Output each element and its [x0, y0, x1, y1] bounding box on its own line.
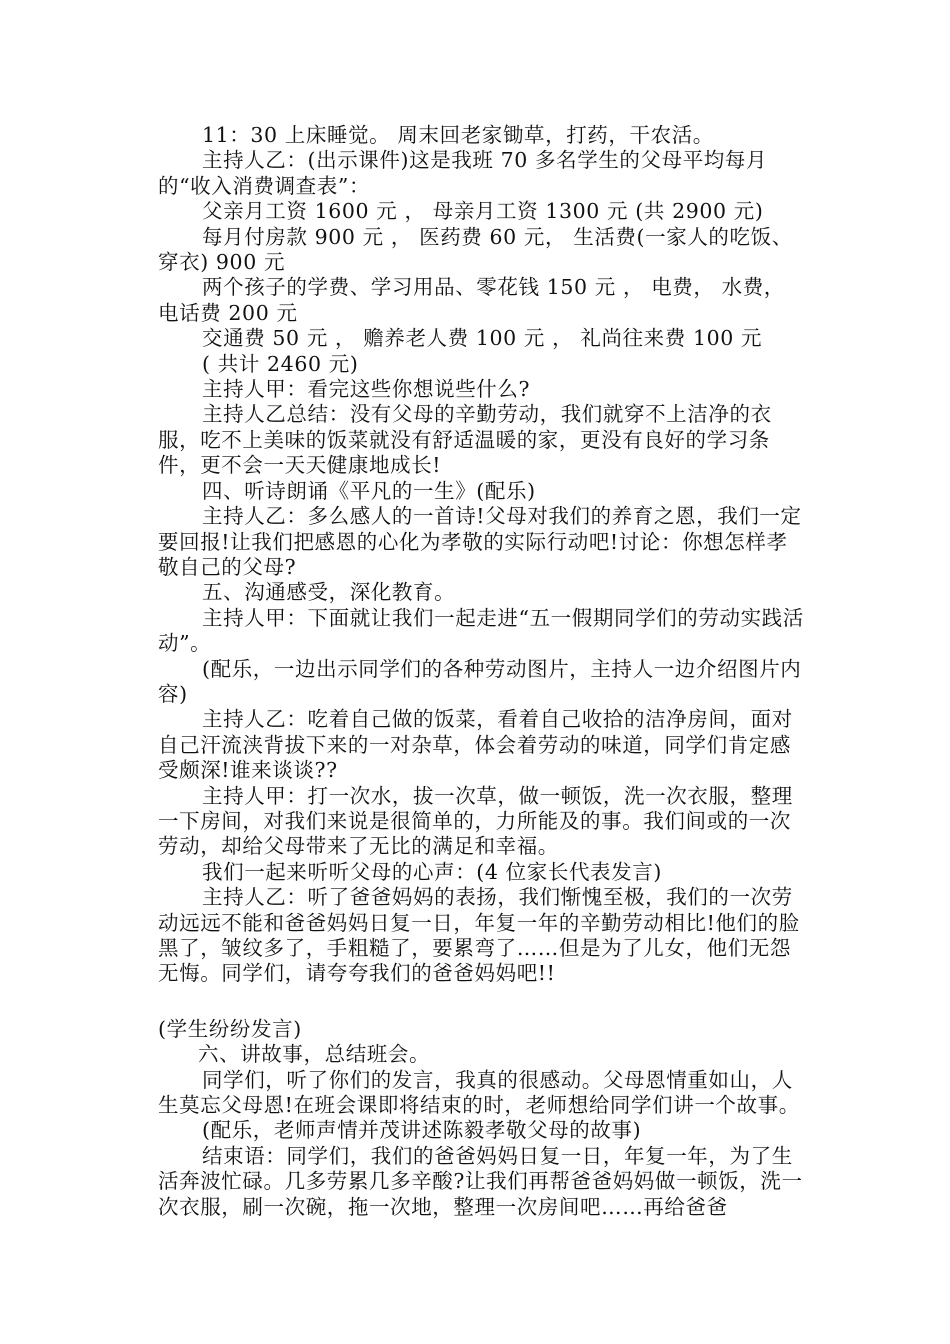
paragraph-story-music: (配乐，老师声情并茂讲述陈毅孝敬父母的故事): [202, 1118, 642, 1143]
section-heading-communication: 五、沟通感受，深化教育。: [202, 580, 456, 605]
paragraph-music-pictures: (配乐，一边出示同学们的各种劳动图片，主持人一边介绍图片内容): [158, 656, 802, 706]
paragraph-host-b-summary: 主持人乙总结：没有父母的辛勤劳动，我们就穿不上洁净的衣服，吃不上美味的饭菜就没有舒适温暖的家，更没有良好的学习条件，更不会一天天健康地成长!: [158, 402, 772, 478]
paragraph-expenses-3: 交通费 50 元 ， 赡养老人费 100 元 ， 礼尚往来费 100 元: [202, 326, 763, 351]
paragraph-host-b-survey: 主持人乙：(出示课件)这是我班 70 多名学生的父母平均每月的“收入消费调查表”：: [158, 148, 768, 198]
paragraph-host-b-praise: 主持人乙：听了爸爸妈妈的表扬，我们惭愧至极，我们的一次劳动远远不能和爸爸妈妈日复一日，年复一年的辛勤劳动相比!他们的脸黑了，皱纹多了，手粗糙了，要累弯了……但是为了儿女，他们无怨无悔。同学们，请夸夸我们的爸爸妈妈吧!!: [158, 885, 800, 986]
paragraph-host-a-question: 主持人甲：看完这些你想说些什么?: [202, 377, 531, 402]
paragraph-expenses-2: 两个孩子的学费、学习用品、零花钱 150 元 ， 电费， 水费， 电话费 200 元: [158, 275, 785, 325]
paragraph-host-a-chores: 主持人甲：打一次水，拔一次草，做一顿饭，洗一次衣服，整理一下房间，对我们来说是很简单的，力所能及的事。我们间或的一次劳动，却给父母带来了无比的满足和幸福。: [158, 783, 793, 859]
paragraph-teacher-moved: 同学们，听了你们的发言，我真的很感动。父母恩情重如山，人生莫忘父母恩!在班会课即将结束的时，老师想给同学们讲一个故事。: [158, 1067, 800, 1118]
section-heading-story: 六、讲故事，总结班会。: [198, 1042, 431, 1067]
paragraph-expenses-1: 每月付房款 900 元 ， 医药费 60 元， 生活费(一家人的吃饭、穿衣) 900 元: [158, 224, 793, 275]
document-body: [158, 123, 808, 1220]
paragraph-students-speak: (学生纷纷发言): [158, 1016, 302, 1041]
paragraph-spacer: [158, 987, 808, 1017]
section-heading-poem: 四、听诗朗诵《平凡的一生》(配乐): [202, 478, 536, 503]
paragraph-parents-voice: 我们一起来听听父母的心声：(4 位家长代表发言): [202, 859, 662, 884]
paragraph-host-b-labor: 主持人乙：吃着自己做的饭菜，看着自己收拾的洁净房间，面对自己汗流浃背拔下来的一对杂草，体会着劳动的味道，同学们肯定感受颇深!谁来谈谈??: [158, 707, 793, 783]
paragraph-schedule: 11：30 上床睡觉。 周末回老家锄草，打药，干农活。: [202, 123, 714, 147]
paragraph-host-a-activity: 主持人甲：下面就让我们一起走进“五一假期同学们的劳动实践活动”。: [158, 605, 804, 656]
paragraph-income: 父亲月工资 1600 元 ， 母亲月工资 1300 元 (共 2900 元): [202, 199, 764, 224]
paragraph-total: ( 共计 2460 元): [202, 351, 359, 376]
paragraph-host-b-poem: 主持人乙：多么感人的一首诗!父母对我们的养育之恩，我们一定要回报!让我们把感恩的心化为孝敬的实际行动吧!讨论：你想怎样孝敬自己的父母?: [158, 504, 802, 579]
paragraph-conclusion: 结束语：同学们，我们的爸爸妈妈日复一日，年复一年，为了生活奔波忙碌。几多劳累几多辛酸?让我们再帮爸爸妈妈做一顿饭，洗一次衣服，刷一次碗，拖一次地，整理一次房间吧……再给爸爸: [158, 1143, 803, 1219]
